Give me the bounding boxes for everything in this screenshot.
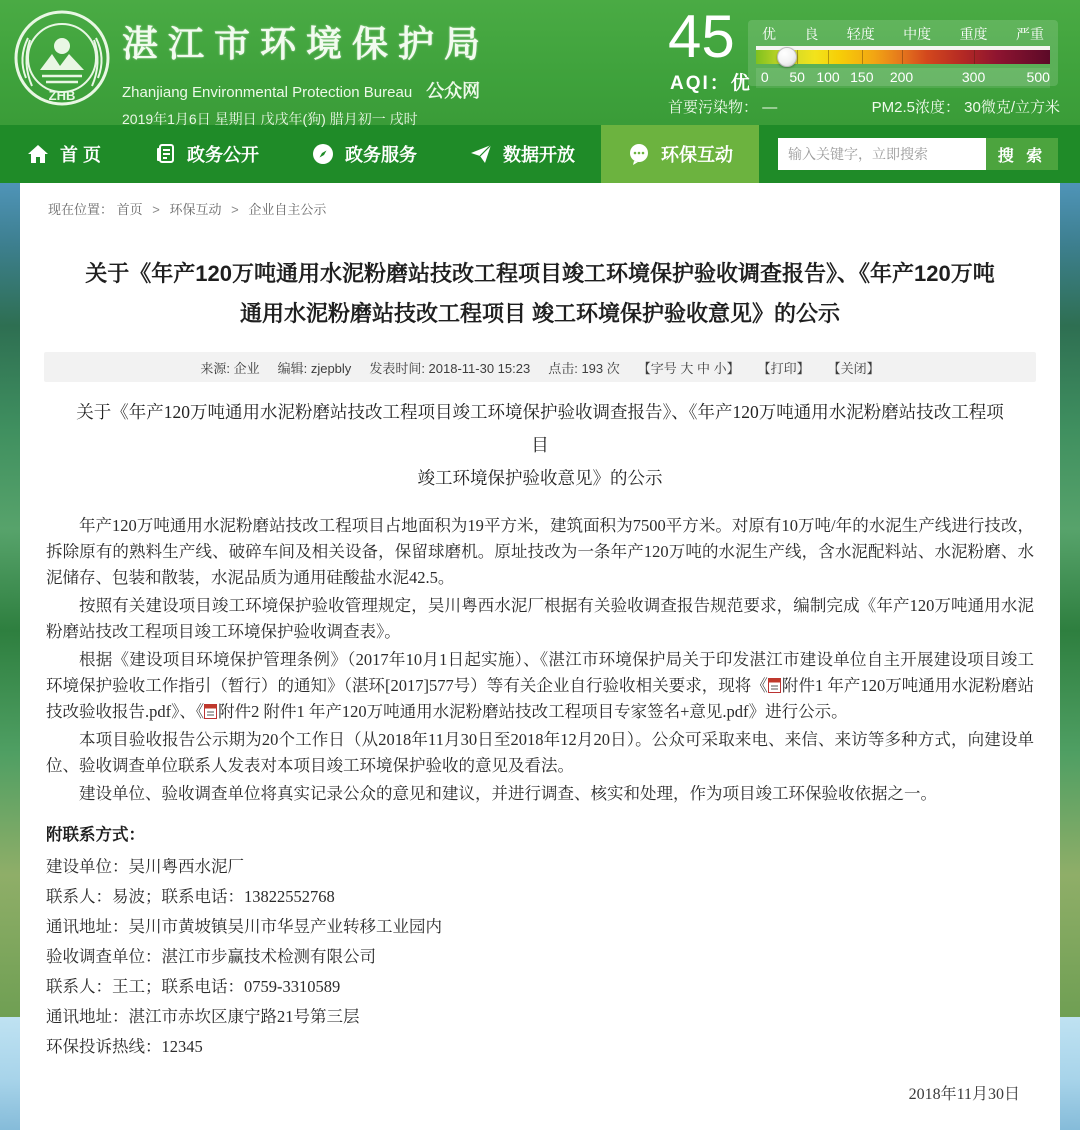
- contact-address-1: 通讯地址：吴川市黄坡镇吴川市华昱产业转移工业园内: [46, 917, 442, 936]
- attachment-file-icon: [204, 704, 217, 719]
- pm25-reading: [872, 96, 1060, 117]
- aqi-level: [670, 68, 752, 95]
- close-button[interactable]: 【关闭】: [827, 360, 880, 376]
- article-subtitle: [42, 396, 1038, 495]
- aqi-num-100: 100: [816, 69, 840, 85]
- article-meta-bar: [44, 352, 1036, 382]
- aqi-label-zhongdu: 中度: [903, 26, 932, 42]
- paragraph-attachments-tail: 》进行公示。: [748, 702, 848, 721]
- aqi-num-200: 200: [889, 69, 914, 85]
- article-subtitle-line2: 目: [531, 435, 549, 455]
- nav-label-home: 首 页: [60, 145, 102, 165]
- nav-label-interaction: 环保互动: [661, 145, 734, 165]
- contact-construction-unit: 建设单位：吴川粤西水泥厂: [46, 857, 244, 876]
- paragraph-feedback-handling: 建设单位、验收调查单位将真实记录公众的意见和建议，并进行调查、核实和处理，作为项目竣工环保验收依据之一。: [79, 784, 937, 803]
- meta-publish-time: 发表时间: 2018-11-30 15:23: [369, 360, 531, 376]
- primary-pollutant-value: —: [762, 99, 778, 116]
- search-input[interactable]: [778, 138, 986, 170]
- aqi-scale-panel: [748, 20, 1058, 86]
- search-button[interactable]: 搜 索: [986, 138, 1058, 170]
- nav-label-open-data: 数据开放: [503, 145, 576, 165]
- paragraph-attachments-mid: 》、《: [171, 702, 205, 721]
- meta-source: 来源: 企业: [200, 360, 260, 376]
- print-button[interactable]: 【打印】: [757, 360, 810, 376]
- contact-address-2: 通讯地址：湛江市赤坎区康宁路21号第三层: [46, 1007, 360, 1026]
- aqi-label-qingdu: 轻度: [846, 26, 875, 42]
- aqi-slider-knob: [777, 47, 797, 67]
- nav-item-gov-service[interactable]: [285, 125, 443, 183]
- paper-plane-icon: [469, 142, 493, 166]
- nav-item-gov-info[interactable]: [127, 125, 285, 183]
- contact-section-header: 附联系方式：: [46, 825, 145, 844]
- paragraph-project-overview: 年产120万吨通用水泥粉磨站技改工程项目占地面积为19平方米，建筑面积为7500平方米。对原有10万吨/年的水泥生产线进行技改，拆除原有的熟料生产线、破碎车间及相关设备，保留球磨机。原址技改为一条年产120万吨的水泥生产线，含水泥配料站、水泥粉磨、水泥储存、包装和散装，水泥品质为通用硅酸盐水泥42.5。: [46, 516, 1034, 587]
- nav-label-gov-service: 政务服务: [345, 145, 418, 165]
- nav-item-home[interactable]: [0, 125, 127, 183]
- page-title: [50, 254, 1030, 334]
- aqi-label-liang: 良: [804, 26, 819, 42]
- article-subtitle-line3: 竣工环境保护验收意见》的公示: [417, 468, 663, 488]
- contact-person-1: 联系人：易波；联系电话：13822552768: [46, 887, 335, 906]
- attachment-link-2[interactable]: [204, 702, 748, 721]
- header-date: 2019年1月6日 星期日 戊戌年(狗) 腊月初一 戌时: [122, 111, 418, 127]
- attachment-file-icon: [768, 678, 781, 693]
- svg-text:ZHB: ZHB: [48, 88, 76, 103]
- paragraph-compilation: 按照有关建设项目竣工环境保护验收管理规定，吴川粤西水泥厂根据有关验收调查报告规范要求，编制完成《年产120万吨通用水泥粉磨站技改工程项目竣工环境保护验收调查表》。: [46, 596, 1034, 641]
- nav-item-interaction[interactable]: [601, 125, 759, 183]
- aqi-num-150: 150: [850, 69, 874, 85]
- aqi-scale-labels: [756, 24, 1050, 44]
- nav-item-open-data[interactable]: [443, 125, 601, 183]
- breadcrumb-interaction[interactable]: 环保互动: [169, 202, 222, 217]
- aqi-num-500: 500: [1026, 69, 1050, 85]
- aqi-gradient-bar: [756, 48, 1050, 66]
- aqi-num-300: 300: [961, 69, 986, 85]
- breadcrumb-home[interactable]: 首页: [116, 202, 143, 217]
- aqi-label-zhong: 重度: [959, 26, 988, 42]
- site-title: 湛江市环境保护局: [122, 23, 491, 64]
- breadcrumb-prefix: 现在位置：: [48, 202, 114, 217]
- document-icon: [153, 142, 177, 166]
- zhb-logo-icon: [12, 8, 112, 108]
- chat-bubble-icon: [627, 142, 651, 166]
- contact-person-2: 联系人：王工；联系电话：0759-3310589: [46, 977, 341, 996]
- page-title-line1: 关于《年产120万吨通用水泥粉磨站技改工程项目竣工环境保护验收调查报告》、《年产120万吨: [85, 261, 995, 286]
- paragraph-publicity-period: 本项目验收报告公示期为20个工作日（从2018年11月30日至2018年12月20日）。公众可采取来电、来信、来访等多种方式，向建设单位、验收调查单位联系人发表对本项目竣工环境保护验收的意见及看法。: [46, 730, 1034, 775]
- pm25-value: 30微克/立方米: [964, 99, 1060, 116]
- aqi-label-you: 优: [762, 26, 776, 42]
- aqi-level-value: 优: [730, 73, 752, 94]
- publication-date: 2018年11月30日: [908, 1086, 1020, 1103]
- pm25-label: PM2.5浓度：: [871, 99, 960, 116]
- page-title-line2: 通用水泥粉磨站技改工程项目 竣工环境保护验收意见》的公示: [239, 301, 841, 326]
- site-header: [0, 0, 1080, 125]
- paragraph-attachments: [46, 647, 1034, 725]
- aqi-value: 45: [668, 3, 735, 70]
- article-subtitle-line1: 关于《年产120万吨通用水泥粉磨站技改工程项目竣工环境保护验收调查报告》、《年产120万吨通用水泥粉磨站技改工程项: [76, 402, 1004, 422]
- aqi-label: AQI：: [670, 73, 731, 94]
- primary-pollutant: [668, 96, 777, 117]
- contact-hotline: 环保投诉热线：12345: [46, 1037, 203, 1056]
- main-nav: [0, 125, 1080, 183]
- site-tag: 公众网: [426, 81, 481, 101]
- article-body: [46, 513, 1034, 807]
- meta-editor: 编辑: zjepbly: [277, 360, 352, 376]
- aqi-label-yanzhong: 严重: [1015, 26, 1044, 42]
- content-panel: [20, 183, 1060, 1130]
- aqi-num-50: 50: [789, 69, 805, 85]
- nav-label-gov-info: 政务公开: [187, 145, 260, 165]
- breadcrumb: 现在位置： 首页 > 环保互动 > 企业自主公示: [48, 202, 327, 217]
- aqi-scale-numbers: [756, 68, 1050, 88]
- paragraph-attachments-lead: 根据《建设项目环境保护管理条例》（2017年10月1日起实施）、《湛江市环境保护局关于印发湛江市建设单位自主开展建设项目竣工环境保护验收工作指引（暂行）的通知》（湛环[2017]577号）等有关企业自行验收相关要求，现将《: [46, 650, 1034, 695]
- breadcrumb-enterprise-disclosure[interactable]: 企业自主公示: [248, 202, 327, 217]
- compass-icon: [311, 142, 335, 166]
- contact-survey-unit: 验收调查单位：湛江市步赢技术检测有限公司: [46, 947, 376, 966]
- meta-hits: 点击: 193 次: [548, 360, 620, 376]
- home-icon: [26, 142, 50, 166]
- primary-pollutant-label: 首要污染物：: [668, 99, 759, 116]
- font-size-buttons[interactable]: 【字号 大 中 小】: [637, 360, 740, 376]
- attachment-2-label: 附件2 附件1 年产120万吨通用水泥粉磨站技改工程项目专家签名+意见.pdf: [218, 702, 749, 721]
- site-title-en: Zhanjiang Environmental Protection Bureau: [122, 84, 413, 101]
- attachment-1-label: 附件1 年产120万吨通用水泥粉磨站技改验收报告.pdf: [46, 676, 1035, 721]
- aqi-num-0: 0: [760, 69, 769, 85]
